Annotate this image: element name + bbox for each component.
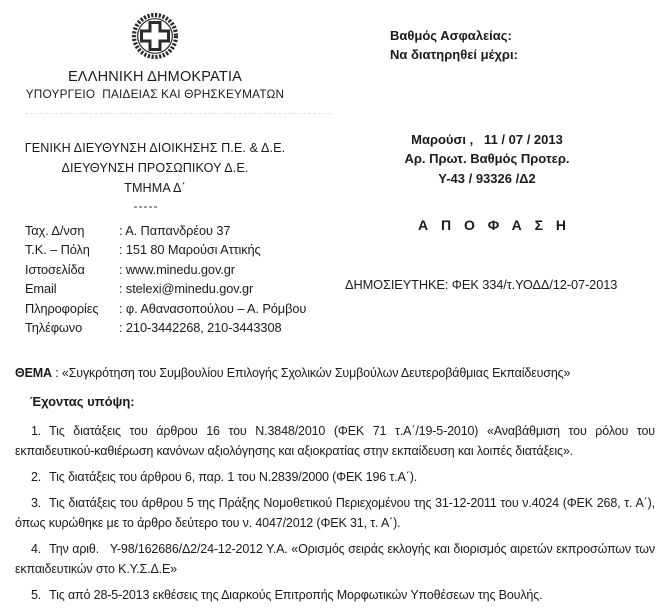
header-divider [25,113,331,114]
contact-row-address [25,221,306,240]
republic-title: ΕΛΛΗΝΙΚΗ ΔΗΜΟΚΡΑΤΙΑ [67,69,243,85]
keep-until-label: Να διατηρηθεί μέχρι: [390,46,518,62]
contact-row-website [25,260,306,279]
contact-value: : 151 80 Μαρούσι Αττικής [119,242,261,258]
item-number: 3. [31,496,42,510]
list-item [15,421,655,461]
considerations-list [15,421,655,611]
item-text: Τις από 28-5-2013 εκθέσεις της Διαρκούς Επιτροπής Μορφωτικών Υποθέσεων της Βουλής. [49,588,543,602]
protocol-label: Αρ. Πρωτ. Βαθμός Προτερ. [404,151,570,167]
contact-value: : φ. Αθανασοπούλου – Α. Ρόμβου [119,300,307,316]
item-number: 2. [31,470,42,484]
directorate-line: ΔΙΕΥΘΥΝΣΗ ΠΡΟΣΩΠΙΚΟΥ Δ.Ε. [61,161,249,175]
ministry-title: ΥΠΟΥΡΓΕΙΟ ΠΑΙΔΕΙΑΣ ΚΑΙ ΘΡΗΣΚΕΥΜΑΤΩΝ [25,87,285,101]
decision-title: Α Π Ο Φ Α Σ Η [418,217,571,233]
contact-label: Ταχ. Δ/νση [25,223,85,238]
having-regard-label: Έχοντας υπόψη: [30,394,135,409]
subject-label: ΘΕΜΑ [15,366,52,380]
place-date: Μαρούσι , 11 / 07 / 2013 [411,132,563,147]
contact-row-email [25,279,306,298]
contact-row-phone [25,318,306,337]
protocol-number: Υ-43 / 93326 /Δ2 [438,170,536,186]
item-text: Τις διατάξεις του άρθρου 5 της Πράξης Νομοθετικού Περιεχομένου της 31-12-2011 του ν.4024 (ΦΕΚ 268, τ. Α΄), όπως κυρώθηκε με το άρθρο δεύτερο του ν. 4047/2012 (ΦΕΚ 31, τ. Α΄). [15,496,655,530]
contact-label: Email [25,281,57,297]
header-left [15,10,295,101]
directorate-block [15,138,295,198]
item-number: 5. [31,588,42,602]
contact-label: Ιστοσελίδα [25,261,85,277]
date-protocol-block [388,130,586,188]
contact-value: : www.minedu.gov.gr [119,261,235,277]
item-number: 4. [31,542,42,556]
contact-value: : Α. Παπανδρέου 37 [119,223,231,238]
security-grade-label: Βαθμός Ασφαλείας: [390,28,512,43]
dashes-separator: ----- [133,199,159,213]
directorate-line: ΤΜΗΜΑ Δ΄ [124,181,186,195]
subject-text: : «Συγκρότηση του Συμβουλίου Επιλογής Σχολικών Συμβούλων Δευτεροβάθμιας Εκπαίδευσης» [51,366,571,380]
greek-emblem-icon [15,10,295,66]
contact-label: Τ.Κ. – Πόλη [25,242,90,258]
list-item [15,493,655,533]
contact-row-information [25,299,306,318]
contact-value: : 210-3442268, 210-3443308 [119,320,282,336]
contact-value: : stelexi@minedu.gov.gr [119,281,254,297]
list-item [15,585,655,605]
list-item [15,539,655,579]
security-block [390,27,518,64]
directorate-line: ΓΕΝΙΚΗ ΔΙΕΥΘΥΝΣΗ ΔΙΟΙΚΗΣΗΣ Π.Ε. & Δ.Ε. [24,141,286,155]
published-line: ΔΗΜΟΣΙΕΥΤΗΚΕ: ΦΕΚ 334/τ.ΥΟΔΔ/12-07-2013 [345,277,618,292]
contact-label: Τηλέφωνο [25,320,83,336]
contact-block [25,221,306,337]
item-text: Τις διατάξεις του άρθρου 16 του Ν.3848/2010 (ΦΕΚ 71 τ.Α΄/19-5-2010) «Αναβάθμιση του ρόλου του εκπαιδευτικού-καθιέρωση κανόνων αξιολόγησης και αξιοκρατίας στην εκπαίδευση και λοιπές διατάξεις». [15,424,655,458]
contact-label: Πληροφορίες [25,300,99,316]
contact-row-postcode [25,240,306,259]
item-text: Την αριθ. Υ-98/162686/Δ2/24-12-2012 Υ.Α. «Ορισμός σειράς εκλογής και διορισμός αιρετών εκπροσώπων των εκπαιδευτικών στο Κ.Υ.Σ.Δ.Ε» [15,542,655,576]
item-text: Τις διατάξεις του άρθρου 6, παρ. 1 του Ν.2839/2000 (ΦΕΚ 196 τ.Α΄). [49,470,418,484]
item-number: 1. [31,424,42,438]
list-item [15,467,655,487]
subject-line [15,366,659,380]
